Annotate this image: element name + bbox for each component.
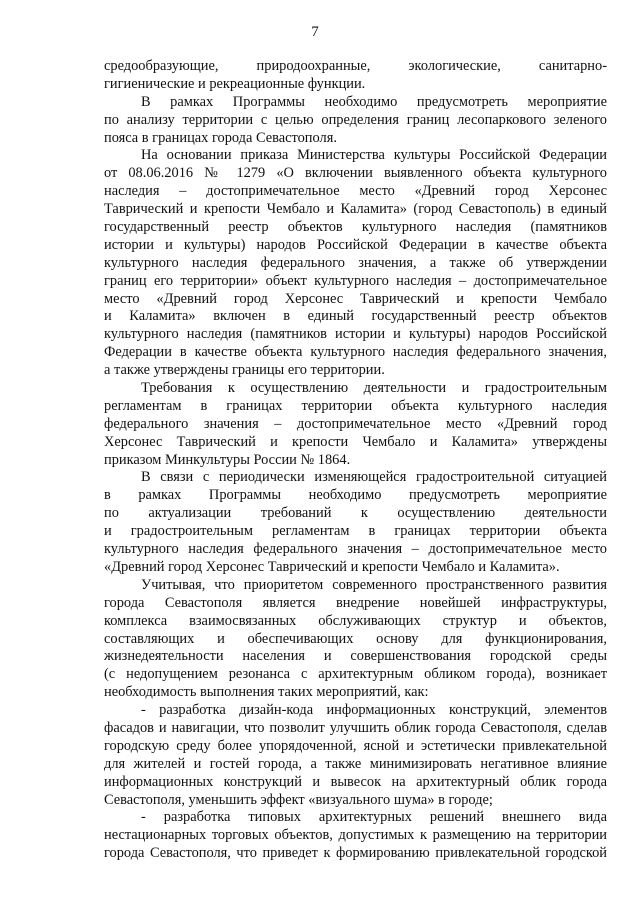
- text-line: (с недопущением резонанса с архитектурным обликом города), возникает: [104, 666, 607, 683]
- text-line: Севастополя, уменьшить эффект «визуального шума» в городе;: [104, 791, 493, 808]
- text-line: - разработка типовых архитектурных решений внешнего вида: [141, 809, 607, 826]
- text-line: по актуализации требований к осуществлению деятельности: [104, 505, 607, 522]
- text-line: фасадов и навигации, что позволит улучшить облик города Севастополя, сделав: [104, 719, 607, 736]
- text-line: жизнедеятельности населения и совершенствования городской среды: [104, 648, 607, 665]
- text-line: города Севастополя является внедрение новейшей инфраструктуры,: [104, 594, 607, 611]
- text-line: городскую среду более упорядоченной, ясной и эстетически привлекательной: [104, 737, 607, 754]
- text-line: место «Древний город Херсонес Таврический и крепости Чембало: [104, 290, 607, 307]
- text-line: «Древний город Херсонес Таврический и крепости Чембало и Каламита».: [104, 558, 560, 575]
- text-line: Таврический и крепости Чембало и Каламита» (город Севастополь) в единый: [104, 201, 607, 218]
- text-line: по анализу территории с целью определения границ лесопаркового зеленого: [104, 111, 607, 128]
- text-line: федерального значения – достопримечательное место «Древний город: [104, 415, 607, 432]
- text-line: Херсонес Таврический и крепости Чембало и Каламита» утверждены: [104, 433, 607, 450]
- text-line: культурного наследия федерального значения – достопримечательное место: [104, 541, 607, 558]
- text-line: необходимость выполнения таких мероприятий, как:: [104, 684, 429, 701]
- text-line: государственный реестр объектов культурного наследия (памятников: [104, 219, 607, 236]
- text-line: Требования к осуществлению деятельности и градостроительным: [141, 380, 607, 397]
- text-line: - разработка дизайн-кода информационных конструкций, элементов: [141, 702, 607, 719]
- text-line: средообразующие, природоохранные, экологические, санитарно-: [104, 58, 607, 74]
- text-line: приказом Минкультуры России № 1864.: [104, 451, 351, 468]
- text-line: а также утверждены границы его территории.: [104, 362, 385, 379]
- text-line: На основании приказа Министерства культуры Российской Федерации: [141, 147, 607, 164]
- text-line: культурного наследия федерального значения, а также об утверждении: [104, 254, 607, 271]
- text-line: составляющих и обеспечивающих основу для функционирования,: [104, 630, 607, 647]
- text-line: Федерации в качестве объекта культурного наследия федерального значения,: [104, 344, 607, 361]
- text-line: информационных конструкций и вывесок на архитектурный облик города: [104, 773, 607, 790]
- text-line: и градостроительным регламентам в границах территории объекта: [104, 523, 607, 540]
- text-line: города Севастополя, что приведет к формированию привлекательной городской: [104, 845, 607, 862]
- text-line: В связи с периодически изменяющейся градостроительной ситуацией: [141, 469, 607, 486]
- text-line: Учитывая, что приоритетом современного пространственного развития: [141, 576, 607, 593]
- text-line: для жителей и гостей города, а также минимизировать негативное влияние: [104, 755, 607, 772]
- text-line: культурного наследия (памятников истории и культуры) народов Российской: [104, 326, 607, 343]
- text-line: в рамках Программы необходимо предусмотреть мероприятие: [104, 487, 607, 504]
- text-line: истории и культуры) народов Российской Федерации в качестве объекта: [104, 236, 607, 253]
- text-line: гигиенические и рекреационные функции.: [104, 75, 366, 92]
- document-body: [104, 58, 607, 863]
- text-line: и Каламита» включен в единый государственный реестр объектов: [104, 308, 607, 325]
- page-number: 7: [311, 24, 319, 40]
- text-line: В рамках Программы необходимо предусмотреть мероприятие: [141, 93, 607, 110]
- text-line: регламентам в границах территории объекта культурного наследия: [104, 397, 607, 414]
- text-line: комплекса взаимосвязанных обслуживающих структур и объектов,: [104, 612, 607, 629]
- text-line: от 08.06.2016 № 1279 «О включении выявленного объекта культурного: [104, 165, 607, 182]
- text-line: наследия – достопримечательное место «Древний город Херсонес: [104, 183, 607, 200]
- text-line: границ его территории» объект культурного наследия – достопримечательное: [104, 272, 607, 289]
- text-line: нестационарных торговых объектов, допустимых к размещению на территории: [104, 827, 607, 844]
- text-line: пояса в границах города Севастополя.: [104, 129, 337, 146]
